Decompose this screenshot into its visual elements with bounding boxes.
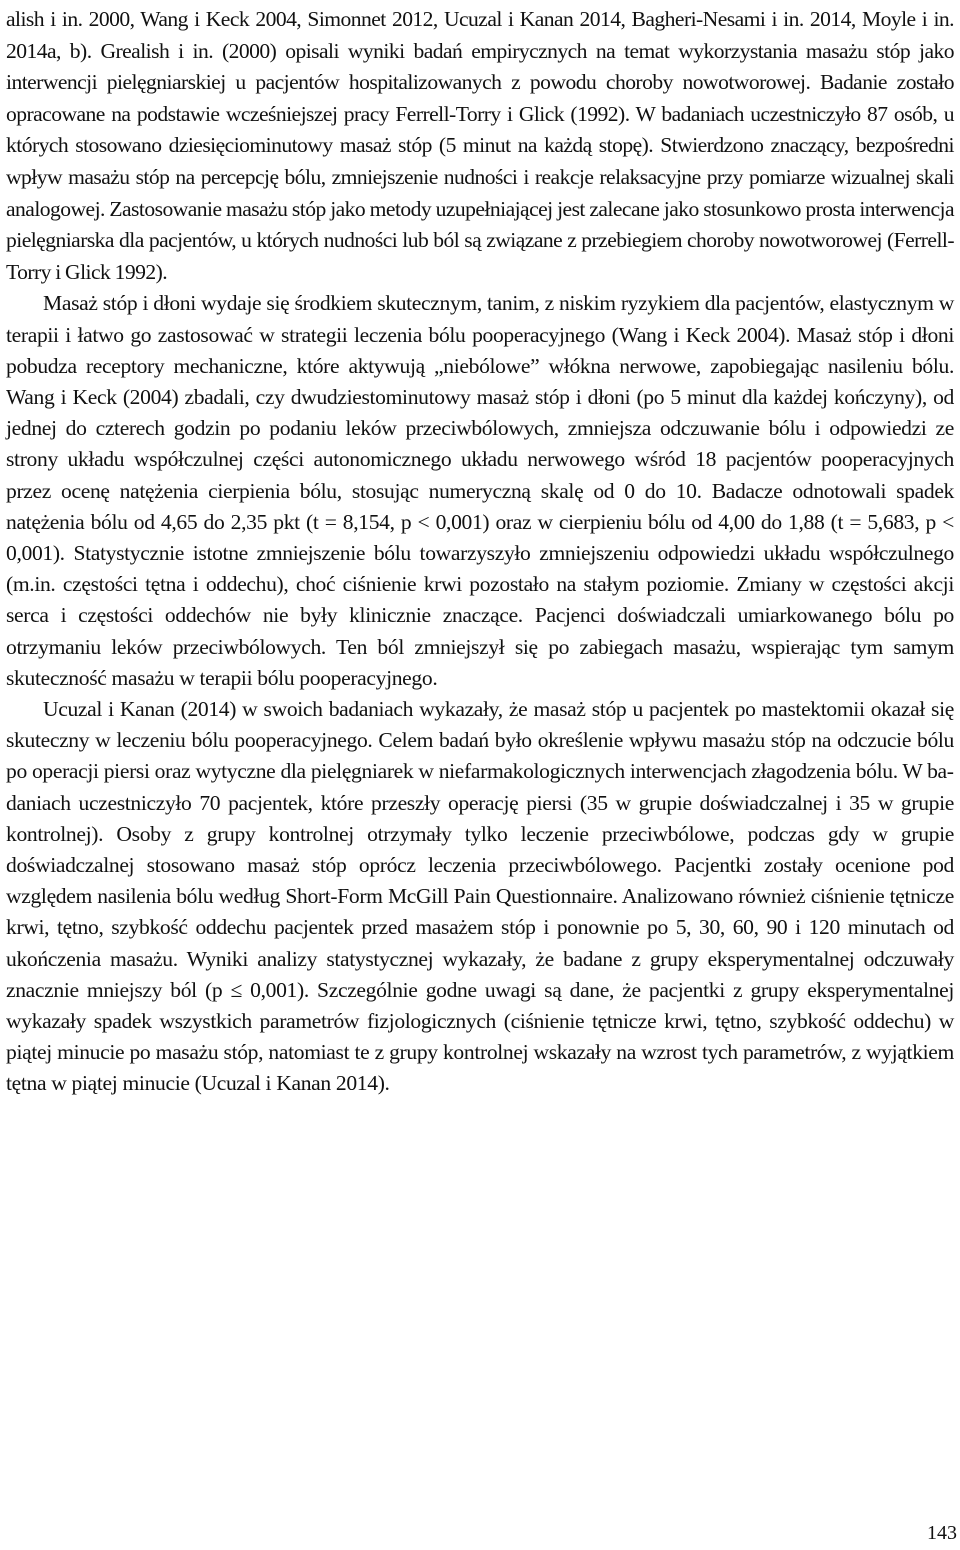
body-paragraph-3: Ucuzal i Kanan (2014) w swoich badaniach wykazały, że masaż stóp u pacjentek po mastektomii okazał się skuteczny w leczeniu bólu pooperacyjnego. Celem badań było określenie wpływu masażu stóp na odczucie bólu po operacji piersi oraz wytyczne dla pielęgniarek w niefarmakologicznych interwencjach złagodzenia bólu. W badaniach uczestniczyło 70 pacjentek, które przeszły operację piersi (35 w grupie doświadczalnej i 35 w grupie kontrolnej). Osoby z grupy kontrolnej otrzymały tylko leczenie przeciwbólowe, podczas gdy w grupie doświadczalnej stosowano masaż stóp oprócz leczenia przeciwbólowego. Pacjentki zostały ocenione pod względem nasilenia bólu według Short-Form McGill Pain Questionnaire. Analizowano również ciśnienie tętnicze krwi, tętno, szybkość oddechu pacjentek przed masażem stóp i ponownie po 5, 30, 60, 90 i 120 minutach od ukończenia masażu. Wyniki analizy statystycznej wykazały, że badane z grupy eksperymentalnej odczuwały znacznie mniejszy ból (p ≤ 0,001). Szczególnie godne uwagi są dane, że pacjentki z grupy eksperymentalnej wykazały spadek wszystkich parametrów fizjologicznych (ciśnienie tętnicze krwi, tętno, szybkość oddechu) w piątej minucie po masażu stóp, natomiast te z grupy kontrolnej wskazały na wzrost tych parametrów, z wyjątkiem tętna w piątej minucie (Ucuzal i Kanan 2014). (6, 696, 954, 1096)
page-number: 143 (927, 1522, 957, 1544)
body-paragraph-1: alish i in. 2000, Wang i Keck 2004, Simonnet 2012, Ucuzal i Kanan 2014, Bagheri-Nesami i in. 2014, Moyle i in. 2014a, b). Grealish i in. (2000) opisali wyniki badań empirycznych na temat wykorzystania masażu stóp jako interwencji pielęgniarskiej u pacjentów hospitalizowanych z powodu choroby nowotworowej. Badanie zostało opracowane na podstawie wcześniejszej pracy Ferrell-Torry i Glick (1992). W badaniach uczestniczyło 87 osób, u których stosowano dziesięciominutowy masaż stóp (5 minut na każdą stopę). Stwierdzono znaczący, bezpośredni wpływ masażu stóp na percepcję bólu, zmniejszenie nudności i reakcje relaksacyjne przy pomiarze wizualnej skali analogowej. Zastosowanie masażu stóp jako metody uzupełniającej jest zalecane jako stosunkowo prosta interwencja pielęgniarska dla pacjentów, u których nudności lub ból są związane z przebiegiem choroby nowotworowej (Ferrell-Torry i Glick 1992). (6, 7, 954, 284)
body-paragraph-2: Masaż stóp i dłoni wydaje się środkiem skutecznym, tanim, z niskim ryzykiem dla pacjentów, elastycznym w terapii i łatwo go zastosować w strategii leczenia bólu pooperacyjnego (Wang i Keck 2004). Masaż stóp i dłoni pobudza receptory mechaniczne, które aktywują „niebólowe” włókna nerwowe, zapobiegając nasileniu bólu. Wang i Keck (2004) zbadali, czy dwudziestominutowy masaż stóp i dłoni (po 5 minut dla każdej kończyny), od jednej do czterech godzin po podaniu leków przeciwbólowych, zmniejsza odczuwanie bólu i odpowiedzi ze strony układu współczulnej części autonomicznego układu nerwowego wśród 18 pacjentów pooperacyjnych przez ocenę natężenia cierpienia bólu, stosując numeryczną skalę od 0 do 10. Badacze odnotowali spadek natężenia bólu od 4,65 do 2,35 pkt (t = 8,154, p < 0,001) oraz w cierpieniu bólu od 4,00 do 1,88 (t = 5,683, p < 0,001). Statystycznie istotne zmniejszenie bólu towarzyszyło zmniejszeniu odpowiedzi układu współczulnego (m.in. częstości tętna i oddechu), choć ciśnienie krwi pozostało na stałym poziomie. Zmiany w częstości akcji serca i częstości oddechów nie były klinicznie znaczące. Pacjenci doświadczali umiarkowanego bólu po otrzymaniu leków przeciwbólowych. Ten ból zmniejszył się po zabiegach masażu, wspierając tym samym skuteczność masażu w terapii bólu pooperacyjnego. (6, 291, 954, 690)
document-page (6, 4, 954, 1100)
